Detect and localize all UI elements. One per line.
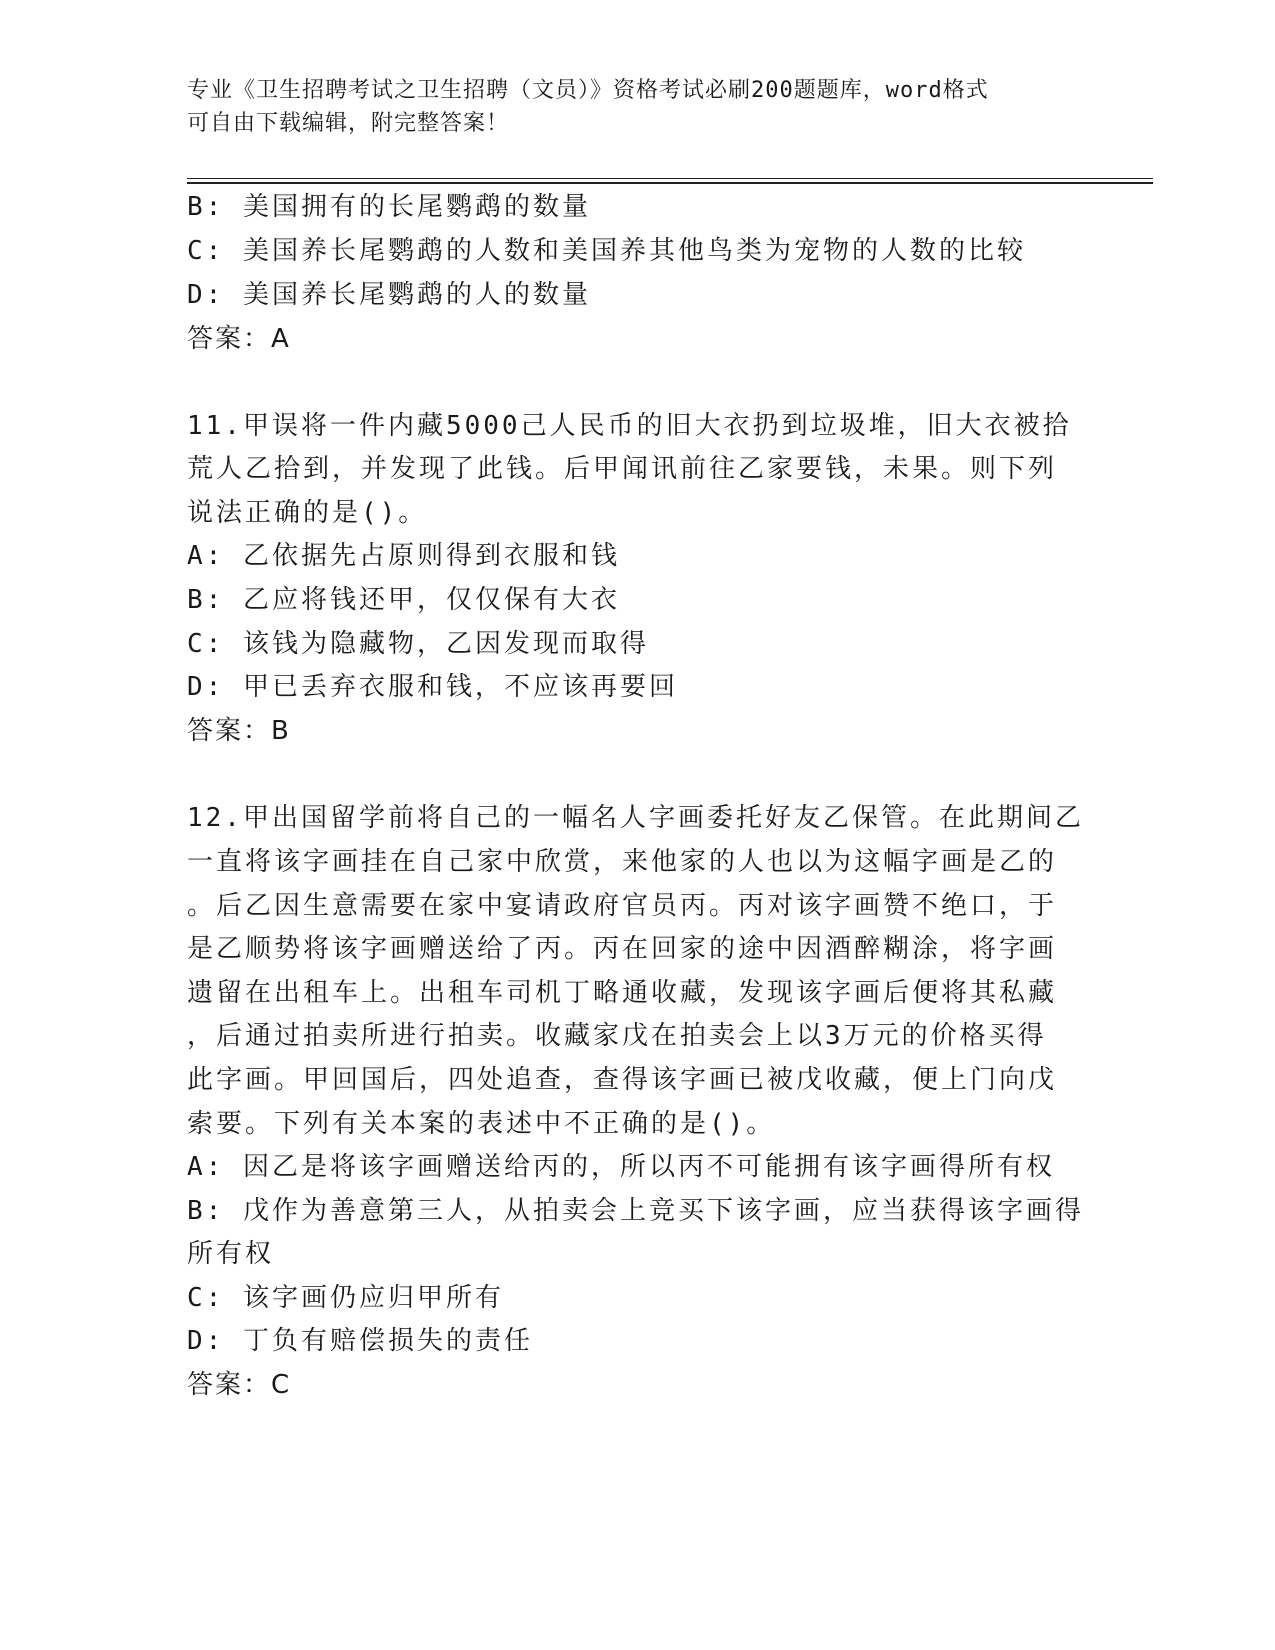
q11-stem-line-3: 说法正确的是()。 bbox=[187, 498, 428, 528]
q11-option-b: B: 乙应将钱还甲，仅仅保有大衣 bbox=[187, 585, 620, 615]
q12-option-d: D: 丁负有赔偿损失的责任 bbox=[187, 1326, 533, 1356]
q12-answer: 答案：C bbox=[187, 1370, 292, 1400]
q12-option-c: C: 该字画仍应归甲所有 bbox=[187, 1283, 504, 1313]
q12-stem-line-3: 。后乙因生意需要在家中宴请政府官员丙。丙对该字画赞不绝口，于 bbox=[187, 891, 1058, 921]
q12-stem-line-5: 遗留在出租车上。出租车司机丁略通收藏，发现该字画后便将其私藏 bbox=[187, 978, 1058, 1008]
document-header bbox=[187, 74, 1087, 140]
q10-option-d: D: 美国养长尾鹦鹉的人的数量 bbox=[187, 280, 591, 310]
q12-option-b-line-1: B: 戊作为善意第三人，从拍卖会上竞买下该字画，应当获得该字画得 bbox=[187, 1196, 1084, 1226]
header-line-2: 可自由下载编辑，附完整答案！ bbox=[187, 111, 510, 136]
q12-stem-line-4: 是乙顺势将该字画赠送给了丙。丙在回家的途中因酒醉糊涂，将字画 bbox=[187, 934, 1058, 964]
q11-option-c: C: 该钱为隐藏物，乙因发现而取得 bbox=[187, 629, 649, 659]
q11-stem-line-1: 11.甲误将一件内藏5000己人民币的旧大衣扔到垃圾堆，旧大衣被拾 bbox=[187, 411, 1072, 441]
q11-answer: 答案：B bbox=[187, 716, 291, 746]
q12-stem-line-6: ，后通过拍卖所进行拍卖。收藏家戊在拍卖会上以3万元的价格买得 bbox=[187, 1021, 1047, 1051]
q12-stem-line-8: 索要。下列有关本案的表述中不正确的是()。 bbox=[187, 1109, 776, 1139]
q12-stem-line-2: 一直将该字画挂在自己家中欣赏，来他家的人也以为这幅字画是乙的 bbox=[187, 847, 1058, 877]
header-divider-thick bbox=[187, 182, 1153, 184]
q11-option-a: A: 乙依据先占原则得到衣服和钱 bbox=[187, 541, 620, 571]
q12-option-b-line-2: 所有权 bbox=[187, 1239, 275, 1269]
q10-option-b: B: 美国拥有的长尾鹦鹉的数量 bbox=[187, 192, 591, 222]
q10-answer: 答案：A bbox=[187, 324, 291, 354]
header-divider-thin bbox=[187, 178, 1153, 179]
q11-option-d: D: 甲已丢弃衣服和钱，不应该再要回 bbox=[187, 672, 678, 702]
q12-stem-line-1: 12.甲出国留学前将自己的一幅名人字画委托好友乙保管。在此期间乙 bbox=[187, 803, 1084, 833]
header-line-1: 专业《卫生招聘考试之卫生招聘（文员）》资格考试必刷200题题库，word格式 bbox=[187, 78, 989, 103]
q11-stem-line-2: 荒人乙拾到，并发现了此钱。后甲闻讯前往乙家要钱，未果。则下列 bbox=[187, 454, 1058, 484]
q12-option-a: A: 因乙是将该字画赠送给丙的，所以丙不可能拥有该字画得所有权 bbox=[187, 1152, 1055, 1182]
q12-stem-line-7: 此字画。甲回国后，四处追查，查得该字画已被戊收藏，便上门向戊 bbox=[187, 1065, 1058, 1095]
q10-option-c: C: 美国养长尾鹦鹉的人数和美国养其他鸟类为宠物的人数的比较 bbox=[187, 236, 1026, 266]
